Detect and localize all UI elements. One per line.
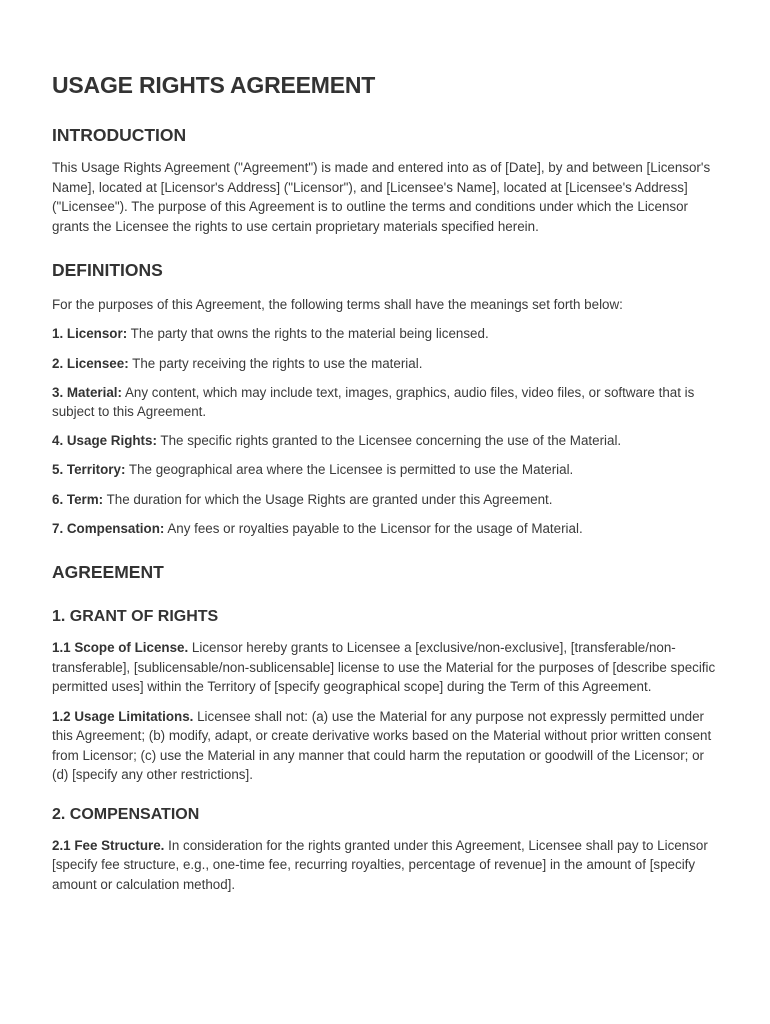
definition-text: The geographical area where the Licensee is permitted to use the Material. [125,462,574,478]
definition-text: The duration for which the Usage Rights are granted under this Agreement. [103,491,553,507]
definition-text: The specific rights granted to the Licensee concerning the use of the Material. [156,433,622,449]
definition-item-licensor [52,324,724,344]
clause-term: 1.2 Usage Limitations. [52,708,194,724]
clause-text: In consideration for the rights granted under this Agreement, Licensee shall pay to Licensor [specify fee structure, e.g., one-time fee, recurring royalties, percentage of revenue] in the amount of [specify amount or calculation method]. [52,837,708,893]
document-page [52,68,724,895]
introduction-heading: INTRODUCTION [52,125,187,145]
clause-text: Licensor hereby grants to Licensee a [exclusive/non-exclusive], [transferable/non-transferable], [sublicensable/non-sublicensable] license to use the Material for the purposes of [describe specific permitted uses] within the Territory of [specify geographical scope] during the Term of this Agreement. [52,640,716,695]
definition-term: 5. Territory: [52,462,126,478]
compensation-heading: 2. COMPENSATION [52,805,200,823]
definition-text: Any content, which may include text, images, graphics, audio files, video files, or software that is subject to this Agreement. [52,384,695,420]
definition-item-term [52,490,724,510]
definitions-lead: For the purposes of this Agreement, the following terms shall have the meanings set forth below: [52,297,623,313]
agreement-heading: AGREEMENT [52,562,164,583]
definition-item-licensee [52,354,724,374]
definition-text: The party that owns the rights to the material being licensed. [127,326,489,342]
document-title: USAGE RIGHTS AGREEMENT [52,72,376,98]
definition-term: 6. Term: [52,491,104,507]
definition-text: Any fees or royalties payable to the Licensor for the usage of Material. [164,520,583,536]
usage-limitations-paragraph [52,707,724,785]
definition-term: 1. Licensor: [52,326,128,342]
clause-term: 1.1 Scope of License. [52,640,189,656]
scope-of-license-paragraph [52,638,724,697]
definitions-heading: DEFINITIONS [52,260,163,281]
definition-text: The party receiving the rights to use the material. [128,355,423,371]
clause-term: 2.1 Fee Structure. [52,837,165,853]
clause-text: Licensee shall not: (a) use the Material for any purpose not expressly permitted under this Agreement; (b) modify, adapt, or create derivative works based on the Material without prior written consent from Licensor; (c) use the Material in any manner that could harm the reputation or goodwill of the Licensor; or (d) [specify any other restrictions]. [52,708,712,783]
definition-term: 2. Licensee: [52,355,129,371]
definition-item-usage-rights [52,431,724,451]
introduction-body: This Usage Rights Agreement ("Agreement") is made and entered into as of [Date], by and between [Licensor's Name], located at [Licensor's Address] ("Licensor"), and [Licensee's Name], located at [Licensee's Address] ("Licensee"). The purpose of this Agreement is to outline the terms and conditions under which the Licensor grants the Licensee the rights to use certain proprietary materials specified herein. [52,160,711,234]
definition-item-material [52,383,724,422]
grant-of-rights-heading: 1. GRANT OF RIGHTS [52,608,219,626]
definition-term: 7. Compensation: [52,520,165,536]
fee-structure-paragraph [52,836,724,895]
definition-term: 4. Usage Rights: [52,433,157,449]
definition-term: 3. Material: [52,384,122,400]
definition-item-compensation [52,519,724,539]
definition-item-territory [52,460,724,480]
